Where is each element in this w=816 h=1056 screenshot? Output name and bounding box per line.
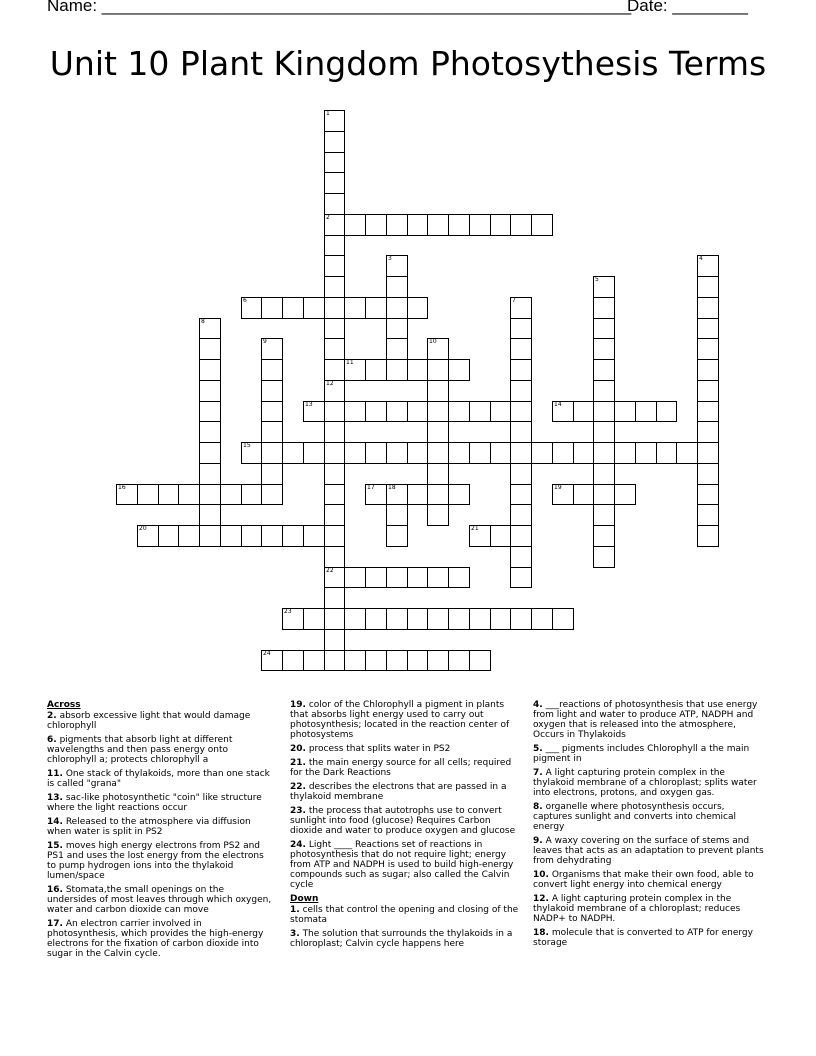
grid-cell[interactable] <box>324 608 345 630</box>
clue-across-14: 14. Released to the atmosphere via diffusion when water is split in PS2 <box>47 817 251 837</box>
clue-number: 13 <box>305 401 313 408</box>
grid-cell[interactable] <box>199 338 221 360</box>
grid-cell[interactable] <box>407 401 428 422</box>
grid-cell[interactable] <box>697 463 719 485</box>
grid-cell[interactable] <box>510 401 532 422</box>
clue-number: 1 <box>326 110 330 117</box>
grid-cell[interactable] <box>510 484 532 505</box>
grid-cell[interactable] <box>199 504 221 526</box>
grid-cell[interactable] <box>676 442 698 464</box>
grid-cell[interactable] <box>386 297 408 319</box>
grid-cell[interactable] <box>324 214 345 236</box>
grid-cell[interactable] <box>261 401 283 422</box>
clue-down-10: 10. Organisms that make their own food, able to convert light energy into chemical energy <box>533 870 754 890</box>
grid-cell[interactable] <box>365 297 387 319</box>
grid-cell[interactable] <box>552 608 574 630</box>
clue-down-12: 12. A light capturing protein complex in the thylakoid membrane of a chloroplast; reduces NADP+ to NADPH. <box>533 894 741 924</box>
grid-cell[interactable] <box>469 401 491 422</box>
grid-cell[interactable] <box>303 650 325 671</box>
grid-cell[interactable] <box>386 359 408 381</box>
grid-cell[interactable] <box>614 484 636 505</box>
grid-cell[interactable] <box>303 297 325 319</box>
grid-cell[interactable] <box>407 297 428 319</box>
clue-down-9: 9. A waxy covering on the surface of stems and leaves that acts as an adaptation to prevent plants from dehydrating <box>533 836 764 866</box>
grid-cell[interactable] <box>510 214 532 236</box>
grid-cell[interactable] <box>303 401 325 422</box>
date-field[interactable]: Date: ________ <box>627 0 748 15</box>
grid-cell[interactable] <box>324 629 345 651</box>
grid-cell[interactable] <box>178 525 200 547</box>
grid-cell[interactable] <box>324 276 345 298</box>
grid-cell[interactable] <box>365 608 387 630</box>
clue-across-13: 13. sac-like photosynthetic "coin" like structure where the light reactions occur <box>47 793 262 813</box>
clue-number: 24 <box>263 650 271 657</box>
grid-cell[interactable] <box>697 380 719 402</box>
clue-number: 4 <box>699 255 703 262</box>
grid-cell[interactable] <box>261 463 283 485</box>
grid-cell[interactable] <box>303 442 325 464</box>
grid-cell[interactable] <box>427 484 449 505</box>
grid-cell[interactable] <box>593 442 615 464</box>
clue-number: 10 <box>429 338 437 345</box>
grid-cell[interactable] <box>386 650 408 671</box>
grid-cell[interactable] <box>427 338 449 360</box>
grid-cell[interactable] <box>697 525 719 547</box>
grid-cell[interactable] <box>199 359 221 381</box>
grid-cell[interactable] <box>261 421 283 443</box>
grid-cell[interactable] <box>282 442 304 464</box>
grid-cell[interactable] <box>531 442 553 464</box>
grid-cell[interactable] <box>282 297 304 319</box>
grid-cell[interactable] <box>324 172 345 194</box>
grid-cell[interactable] <box>407 608 428 630</box>
grid-cell[interactable] <box>593 525 615 547</box>
grid-cell[interactable] <box>656 401 677 422</box>
grid-cell[interactable] <box>241 484 262 505</box>
grid-cell[interactable] <box>344 442 366 464</box>
clue-number: 12 <box>326 380 334 387</box>
grid-cell[interactable] <box>324 567 345 588</box>
grid-cell[interactable] <box>510 338 532 360</box>
grid-cell[interactable] <box>386 608 408 630</box>
grid-cell[interactable] <box>261 525 283 547</box>
grid-cell[interactable] <box>407 567 428 588</box>
grid-cell[interactable] <box>635 401 657 422</box>
grid-cell[interactable] <box>531 214 553 236</box>
grid-cell[interactable] <box>241 442 262 464</box>
grid-cell[interactable] <box>448 567 470 588</box>
clue-number: 14 <box>554 401 562 408</box>
grid-cell[interactable] <box>344 214 366 236</box>
grid-cell[interactable] <box>407 484 428 505</box>
across-heading: Across <box>47 700 81 710</box>
clue-across-16: 16. Stomata,the small openings on the undersides of most leaves through which oxygen, water and carbon dioxide can move <box>47 885 272 915</box>
grid-cell[interactable] <box>365 442 387 464</box>
grid-cell[interactable] <box>324 442 345 464</box>
grid-cell[interactable] <box>365 359 387 381</box>
grid-cell[interactable] <box>199 442 221 464</box>
grid-cell[interactable] <box>469 525 491 547</box>
clue-number: 19 <box>554 484 562 491</box>
grid-cell[interactable] <box>324 421 345 443</box>
grid-cell[interactable] <box>386 442 408 464</box>
grid-cell[interactable] <box>510 463 532 485</box>
grid-cell[interactable] <box>344 650 366 671</box>
grid-cell[interactable] <box>510 297 532 319</box>
page-title: Unit 10 Plant Kingdom Photosythesis Terms <box>49 44 767 83</box>
grid-cell[interactable] <box>593 484 615 505</box>
grid-cell[interactable] <box>261 359 283 381</box>
clue-across-24: 24. Light ____ Reactions set of reactions in photosynthesis that do not require light; energy from ATP and NADPH is used to build high-energy compounds such as sugar; also called the Calvin cycle <box>290 840 514 890</box>
grid-cell[interactable] <box>697 484 719 505</box>
grid-cell[interactable] <box>573 401 594 422</box>
grid-cell[interactable] <box>427 442 449 464</box>
grid-cell[interactable] <box>220 525 242 547</box>
clue-number: 22 <box>326 567 334 574</box>
grid-cell[interactable] <box>407 442 428 464</box>
grid-cell[interactable] <box>324 255 345 277</box>
grid-cell[interactable] <box>697 297 719 319</box>
grid-cell[interactable] <box>116 484 138 505</box>
grid-cell[interactable] <box>199 463 221 485</box>
grid-cell[interactable] <box>386 338 408 360</box>
clue-down-7: 7. A light capturing protein complex in the thylakoid membrane of a chloroplast; splits water into electrons, protons, and oxygen gas. <box>533 768 757 798</box>
grid-cell[interactable] <box>490 214 511 236</box>
grid-cell[interactable] <box>199 421 221 443</box>
grid-cell[interactable] <box>386 318 408 339</box>
clue-number: 16 <box>118 484 126 491</box>
clue-down-5: 5. ___ pigments includes Chlorophyll a the main pigment in <box>533 744 750 764</box>
grid-cell[interactable] <box>552 484 574 505</box>
grid-cell[interactable] <box>448 214 470 236</box>
clue-across-19: 19. color of the Chlorophyll a pigment in plants that absorbs light energy used to carry out photosynthesis; located in the reaction center of photosystems <box>290 700 510 740</box>
clue-across-15: 15. moves high energy electrons from PS2 and PS1 and uses the lost energy from the electrons to pump hydrogen ions into the thylakoid lumen/space <box>47 841 264 881</box>
grid-cell[interactable] <box>593 276 615 298</box>
grid-cell[interactable] <box>593 421 615 443</box>
grid-cell[interactable] <box>158 484 179 505</box>
clue-across-23: 23. the process that autotrophs use to convert sunlight into food (glucose) Requires Carbon dioxide and water to produce oxygen and glucose <box>290 806 516 836</box>
grid-cell[interactable] <box>282 525 304 547</box>
grid-cell[interactable] <box>469 214 491 236</box>
grid-cell[interactable] <box>593 504 615 526</box>
grid-cell[interactable] <box>178 484 200 505</box>
clue-number: 11 <box>346 359 354 366</box>
grid-cell[interactable] <box>697 401 719 422</box>
grid-cell[interactable] <box>261 484 283 505</box>
clue-number: 5 <box>595 276 599 283</box>
clue-number: 9 <box>263 338 267 345</box>
grid-cell[interactable] <box>261 338 283 360</box>
grid-cell[interactable] <box>137 525 159 547</box>
grid-cell[interactable] <box>365 567 387 588</box>
grid-cell[interactable] <box>365 650 387 671</box>
grid-cell[interactable] <box>490 442 511 464</box>
grid-cell[interactable] <box>490 401 511 422</box>
grid-cell[interactable] <box>324 338 345 360</box>
grid-cell[interactable] <box>510 546 532 568</box>
grid-cell[interactable] <box>593 297 615 319</box>
grid-cell[interactable] <box>469 442 491 464</box>
grid-cell[interactable] <box>386 567 408 588</box>
grid-cell[interactable] <box>552 442 574 464</box>
grid-cell[interactable] <box>427 504 449 526</box>
grid-cell[interactable] <box>614 442 636 464</box>
grid-cell[interactable] <box>324 152 345 173</box>
grid-cell[interactable] <box>386 214 408 236</box>
grid-cell[interactable] <box>344 401 366 422</box>
grid-cell[interactable] <box>386 401 408 422</box>
clue-number: 20 <box>139 525 147 532</box>
grid-cell[interactable] <box>365 401 387 422</box>
grid-cell[interactable] <box>573 442 594 464</box>
grid-cell[interactable] <box>261 297 283 319</box>
grid-cell[interactable] <box>531 608 553 630</box>
grid-cell[interactable] <box>344 359 366 381</box>
grid-cell[interactable] <box>469 608 491 630</box>
grid-cell[interactable] <box>510 442 532 464</box>
grid-cell[interactable] <box>324 359 345 381</box>
grid-cell[interactable] <box>386 504 408 526</box>
grid-cell[interactable] <box>697 338 719 360</box>
grid-cell[interactable] <box>510 525 532 547</box>
grid-cell[interactable] <box>448 650 470 671</box>
grid-cell[interactable] <box>427 650 449 671</box>
grid-cell[interactable] <box>448 442 470 464</box>
grid-cell[interactable] <box>324 318 345 339</box>
grid-cell[interactable] <box>656 442 677 464</box>
grid-cell[interactable] <box>593 338 615 360</box>
grid-cell[interactable] <box>324 297 345 319</box>
grid-cell[interactable] <box>365 484 387 505</box>
grid-cell[interactable] <box>593 546 615 568</box>
grid-cell[interactable] <box>448 401 470 422</box>
grid-cell[interactable] <box>282 608 304 630</box>
clue-down-3: 3. The solution that surrounds the thylakoids in a chloroplast; Calvin cycle happens here <box>290 929 513 949</box>
grid-cell[interactable] <box>593 318 615 339</box>
grid-cell[interactable] <box>261 442 283 464</box>
grid-cell[interactable] <box>427 567 449 588</box>
grid-cell[interactable] <box>324 235 345 256</box>
clue-number: 7 <box>512 297 516 304</box>
grid-cell[interactable] <box>324 546 345 568</box>
grid-cell[interactable] <box>697 255 719 277</box>
clue-across-6: 6. pigments that absorb light at different wavelengths and then pass energy onto chlorophyll a; protects chlorophyll a <box>47 735 233 765</box>
grid-cell[interactable] <box>407 650 428 671</box>
clue-down-18: 18. molecule that is converted to ATP for energy storage <box>533 928 753 948</box>
grid-cell[interactable] <box>614 401 636 422</box>
grid-cell[interactable] <box>386 484 408 505</box>
grid-cell[interactable] <box>365 214 387 236</box>
grid-cell[interactable] <box>261 650 283 671</box>
grid-cell[interactable] <box>324 193 345 215</box>
grid-cell[interactable] <box>552 401 574 422</box>
grid-cell[interactable] <box>199 401 221 422</box>
grid-cell[interactable] <box>427 608 449 630</box>
clues-column-1 <box>47 700 275 963</box>
clue-number: 15 <box>243 442 251 449</box>
clue-number: 23 <box>284 608 292 615</box>
clue-number: 17 <box>367 484 375 491</box>
grid-cell[interactable] <box>697 504 719 526</box>
clue-down-8: 8. organelle where photosynthesis occurs, captures sunlight and converts into chemical energy <box>533 802 737 832</box>
clue-across-17: 17. An electron carrier involved in photosynthesis, which provides the high-energy electrons for the fixation of carbon dioxide into sugar in the Calvin cycle. <box>47 919 264 959</box>
clue-across-21: 21. the main energy source for all cells; required for the Dark Reactions <box>290 758 512 778</box>
grid-cell[interactable] <box>593 359 615 381</box>
name-field[interactable]: Name: ________________________________________________________ <box>47 0 632 15</box>
grid-cell[interactable] <box>344 608 366 630</box>
down-heading: Down <box>290 894 319 904</box>
grid-cell[interactable] <box>386 525 408 547</box>
grid-cell[interactable] <box>386 255 408 277</box>
grid-cell[interactable] <box>510 421 532 443</box>
grid-cell[interactable] <box>697 276 719 298</box>
clue-down-4: 4. ___reactions of photosynthesis that use energy from light and water to produce ATP, NADPH and oxygen that is released into the atmosphere, Occurs in Thylakoids <box>533 700 758 740</box>
grid-cell[interactable] <box>199 484 221 505</box>
grid-cell[interactable] <box>490 525 511 547</box>
grid-cell[interactable] <box>386 276 408 298</box>
grid-cell[interactable] <box>510 359 532 381</box>
clue-number: 21 <box>471 525 479 532</box>
grid-cell[interactable] <box>137 484 159 505</box>
grid-cell[interactable] <box>510 318 532 339</box>
clue-across-2: 2. absorb excessive light that would damage chlorophyll <box>47 711 251 731</box>
clue-number: 6 <box>243 297 247 304</box>
grid-cell[interactable] <box>199 380 221 402</box>
grid-cell[interactable] <box>427 214 449 236</box>
grid-cell[interactable] <box>697 318 719 339</box>
grid-cell[interactable] <box>241 525 262 547</box>
grid-cell[interactable] <box>448 608 470 630</box>
grid-cell[interactable] <box>324 525 345 547</box>
grid-cell[interactable] <box>697 442 719 464</box>
clue-number: 2 <box>326 214 330 221</box>
clue-across-20: 20. process that splits water in PS2 <box>290 744 451 754</box>
grid-cell[interactable] <box>510 380 532 402</box>
grid-cell[interactable] <box>427 359 449 381</box>
grid-cell[interactable] <box>282 650 304 671</box>
grid-cell[interactable] <box>427 463 449 485</box>
grid-cell[interactable] <box>324 131 345 153</box>
grid-cell[interactable] <box>697 359 719 381</box>
grid-cell[interactable] <box>199 525 221 547</box>
grid-cell[interactable] <box>324 504 345 526</box>
grid-cell[interactable] <box>158 525 179 547</box>
grid-cell[interactable] <box>241 297 262 319</box>
grid-cell[interactable] <box>324 463 345 485</box>
grid-cell[interactable] <box>427 380 449 402</box>
grid-cell[interactable] <box>427 401 449 422</box>
clue-down-1: 1. cells that control the opening and closing of the stomata <box>290 905 519 925</box>
grid-cell[interactable] <box>697 421 719 443</box>
clue-across-22: 22. describes the electrons that are passed in a thylakoid membrane <box>290 782 507 802</box>
clue-number: 3 <box>388 255 392 262</box>
grid-cell[interactable] <box>510 504 532 526</box>
grid-cell[interactable] <box>427 421 449 443</box>
grid-cell[interactable] <box>324 110 345 132</box>
grid-cell[interactable] <box>593 401 615 422</box>
grid-cell[interactable] <box>510 567 532 588</box>
clue-number: 18 <box>388 484 396 491</box>
grid-cell[interactable] <box>510 608 532 630</box>
grid-cell[interactable] <box>573 484 594 505</box>
clues-column-3 <box>533 700 765 952</box>
grid-cell[interactable] <box>220 484 242 505</box>
grid-cell[interactable] <box>303 525 325 547</box>
grid-cell[interactable] <box>469 650 491 671</box>
grid-cell[interactable] <box>303 608 325 630</box>
grid-cell[interactable] <box>344 567 366 588</box>
grid-cell[interactable] <box>261 380 283 402</box>
grid-cell[interactable] <box>324 650 345 671</box>
grid-cell[interactable] <box>490 608 511 630</box>
clue-across-11: 11. One stack of thylakoids, more than one stack is called "grana" <box>47 769 270 789</box>
grid-cell[interactable] <box>407 359 428 381</box>
grid-cell[interactable] <box>344 297 366 319</box>
grid-cell[interactable] <box>324 587 345 609</box>
clues-column-2 <box>290 700 522 953</box>
grid-cell[interactable] <box>448 484 470 505</box>
grid-cell[interactable] <box>448 359 470 381</box>
grid-cell[interactable] <box>593 463 615 485</box>
grid-cell[interactable] <box>407 214 428 236</box>
clue-number: 8 <box>201 318 205 325</box>
grid-cell[interactable] <box>324 484 345 505</box>
grid-cell[interactable] <box>635 442 657 464</box>
grid-cell[interactable] <box>199 318 221 339</box>
grid-cell[interactable] <box>324 401 345 422</box>
grid-cell[interactable] <box>593 380 615 402</box>
grid-cell[interactable] <box>324 380 345 402</box>
